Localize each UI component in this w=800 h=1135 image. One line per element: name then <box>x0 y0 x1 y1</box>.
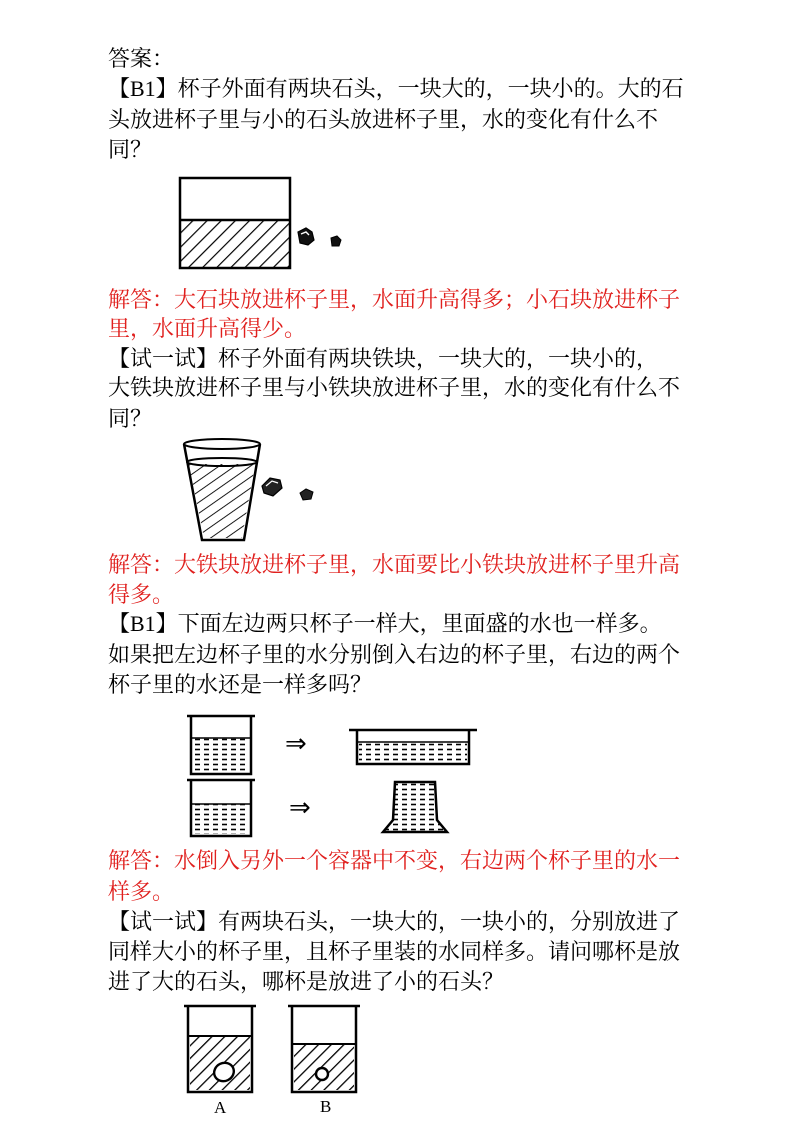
question-1-line-2: 头放进杯子里与小的石头放进杯子里，水的变化有什么不 <box>108 107 659 132</box>
question-3-line-2: 如果把左边杯子里的水分别倒入右边的杯子里，右边的两个 <box>108 642 681 667</box>
label-b: B <box>320 1097 332 1116</box>
label-a: A <box>214 1098 227 1117</box>
question-1-line-1: 【B1】杯子外面有两块石头，一块大的，一块小的。大的石 <box>108 76 684 101</box>
question-2-line-1: 【试一试】杯子外面有两块铁块，一块大的，一块小的， <box>108 346 659 371</box>
answer-3-line-1: 解答：水倒入另外一个容器中不变，右边两个杯子里的水一 <box>108 848 681 873</box>
svg-text:⇒: ⇒ <box>285 729 307 759</box>
question-3-line-3: 杯子里的水还是一样多吗？ <box>108 672 373 697</box>
question-4-line-2: 同样大小的杯子里，且杯子里装的水同样多。请问哪杯是放 <box>108 939 681 964</box>
answer-1-line-1: 解答：大石块放进杯子里，水面升高得多；小石块放进杯子 <box>108 287 681 312</box>
question-4-line-1: 【试一试】有两块石头，一块大的，一块小的，分别放进了 <box>108 909 681 934</box>
figure-cup-with-iron-blocks <box>180 438 330 546</box>
answer-2-line-2: 得多。 <box>108 582 175 607</box>
question-4-line-3: 进了大的石头，哪杯是放进了小的石头？ <box>108 969 505 994</box>
question-2-line-2: 大铁块放进杯子里与小铁块放进杯子里，水的变化有什么不 <box>108 375 681 400</box>
answer-header: 答案： <box>108 46 175 71</box>
answer-1-line-2: 里，水面升高得少。 <box>108 316 307 341</box>
figure-box-with-stones <box>170 172 370 277</box>
svg-text:⇒: ⇒ <box>289 793 311 823</box>
figure-water-pouring <box>185 712 485 840</box>
answer-2-line-1: 解答：大铁块放进杯子里，水面要比小铁块放进杯子里升高 <box>108 552 681 577</box>
question-1-line-3: 同？ <box>108 137 153 162</box>
question-3-line-1: 【B1】下面左边两只杯子一样大，里面盛的水也一样多。 <box>108 611 662 636</box>
figure-two-beakers-a-b <box>182 1002 362 1098</box>
question-2-line-3: 同？ <box>108 406 153 431</box>
answer-3-line-2: 样多。 <box>108 879 175 904</box>
